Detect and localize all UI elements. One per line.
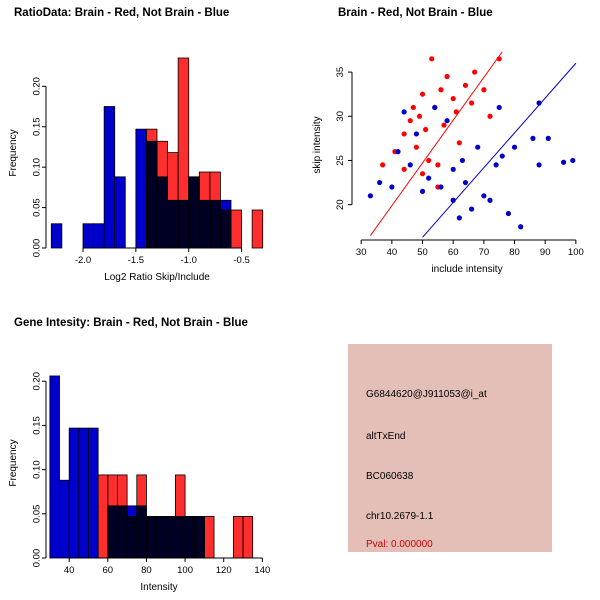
- svg-text:Frequency: Frequency: [8, 129, 19, 177]
- svg-text:70: 70: [478, 247, 490, 258]
- svg-text:0.20: 0.20: [31, 372, 43, 391]
- panel-hist-ratio: [0, 0, 300, 300]
- panel-scatter: [300, 0, 600, 300]
- svg-text:Frequency: Frequency: [8, 439, 19, 487]
- scatter-plot: [300, 0, 600, 300]
- svg-text:-1.0: -1.0: [180, 255, 197, 266]
- info-locus: chr10.2679-1.1: [366, 511, 434, 522]
- svg-text:30: 30: [355, 247, 367, 258]
- svg-text:-1.5: -1.5: [127, 255, 145, 266]
- svg-text:-0.5: -0.5: [233, 255, 250, 266]
- svg-text:30: 30: [335, 110, 346, 122]
- svg-text:0.15: 0.15: [31, 416, 43, 435]
- svg-text:0.00: 0.00: [31, 238, 43, 258]
- svg-text:80: 80: [509, 247, 520, 258]
- svg-text:0.05: 0.05: [31, 504, 43, 524]
- svg-text:120: 120: [215, 565, 232, 576]
- info-event-type: altTxEnd: [366, 431, 406, 442]
- info-accession: BC060638: [366, 471, 414, 482]
- svg-text:0.20: 0.20: [31, 77, 43, 96]
- svg-text:80: 80: [141, 565, 152, 576]
- svg-text:90: 90: [539, 247, 551, 258]
- svg-text:40: 40: [63, 565, 75, 576]
- svg-text:60: 60: [102, 565, 114, 576]
- svg-text:-2.0: -2.0: [74, 255, 92, 266]
- hist-gene-title: Gene Intesity: Brain - Red, Not Brain - Blue: [14, 317, 248, 329]
- hist-gene-plot: [0, 300, 300, 600]
- hist-ratio-plot: [0, 0, 300, 300]
- svg-text:25: 25: [335, 155, 346, 166]
- svg-text:40: 40: [386, 247, 398, 258]
- svg-text:Intensity: Intensity: [140, 582, 178, 593]
- svg-text:140: 140: [254, 565, 271, 576]
- svg-text:0.10: 0.10: [31, 157, 43, 177]
- info-box: [348, 344, 552, 552]
- svg-text:0.10: 0.10: [31, 460, 43, 479]
- svg-text:Log2 Ratio Skip/Include: Log2 Ratio Skip/Include: [104, 272, 210, 283]
- svg-text:skip intensity: skip intensity: [312, 116, 323, 174]
- svg-text:100: 100: [177, 565, 194, 576]
- svg-text:35: 35: [335, 66, 346, 78]
- scatter-title: Brain - Red, Not Brain - Blue: [338, 7, 493, 19]
- hist-ratio-title: RatioData: Brain - Red, Not Brain - Blue: [14, 7, 230, 19]
- svg-text:include intensity: include intensity: [431, 264, 503, 275]
- svg-text:0.15: 0.15: [31, 117, 43, 136]
- svg-text:0.05: 0.05: [31, 198, 43, 217]
- svg-text:60: 60: [447, 247, 459, 258]
- svg-text:100: 100: [567, 247, 584, 258]
- panel-hist-gene: [0, 300, 300, 600]
- svg-text:50: 50: [417, 247, 428, 258]
- info-pval: Pval: 0.000000: [366, 539, 433, 550]
- svg-text:20: 20: [335, 199, 346, 210]
- svg-text:0.00: 0.00: [31, 548, 43, 568]
- info-probe-id: G6844620@J911053@i_at: [366, 389, 487, 400]
